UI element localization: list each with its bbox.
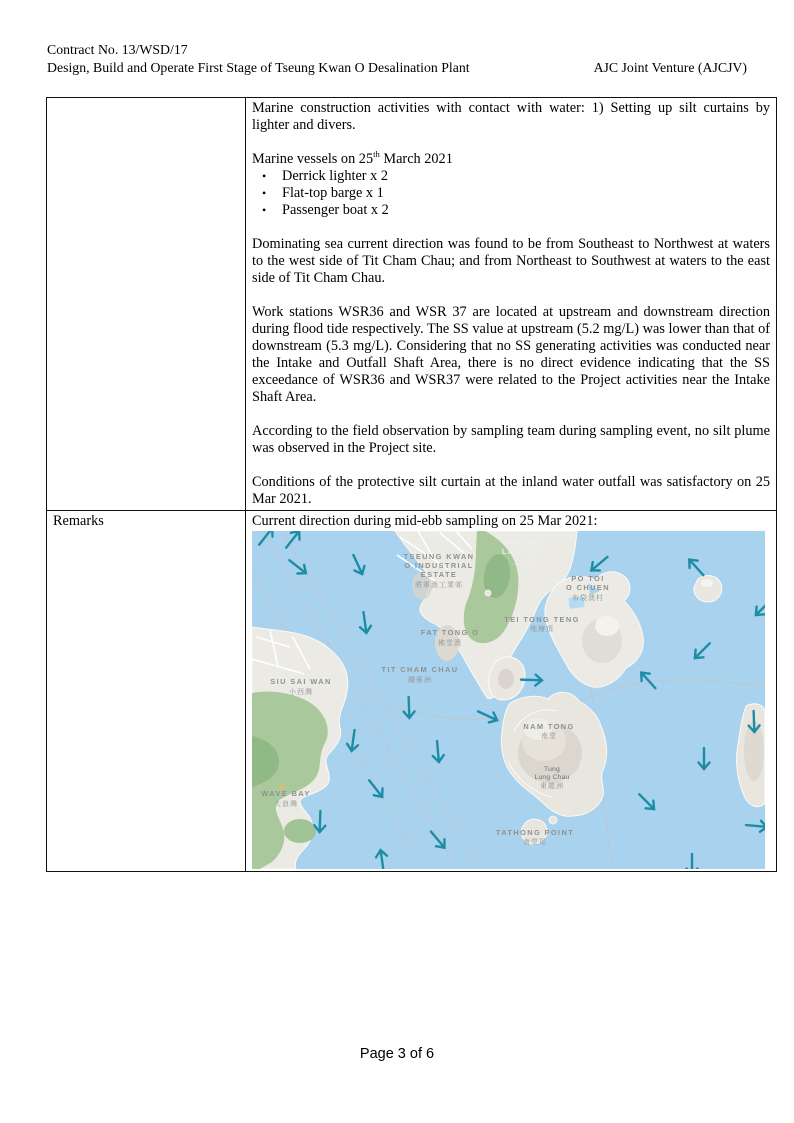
svg-text:上流灣: 上流灣 bbox=[512, 559, 536, 566]
paragraph-marine-construction: Marine construction activities with contact with water: 1) Setting up silt curtains by lighter and divers. bbox=[252, 100, 770, 133]
paragraph-field-observation: According to the field observation by sampling team during sampling event, no silt plume was observed in the Project site. bbox=[252, 423, 770, 456]
map-caption: Current direction during mid-ebb sampling on 25 Mar 2021: bbox=[252, 513, 598, 529]
bullet-icon: • bbox=[262, 169, 267, 183]
remarks-content-cell bbox=[246, 511, 777, 872]
svg-text:ESTATE: ESTATE bbox=[420, 570, 458, 579]
svg-text:大浪灣: 大浪灣 bbox=[274, 801, 298, 808]
bullet-icon: • bbox=[262, 203, 267, 217]
table-row bbox=[47, 511, 777, 872]
report-table bbox=[46, 97, 777, 872]
contract-number: Contract No. 13/WSD/17 bbox=[47, 42, 188, 57]
ordinal-superscript: th bbox=[373, 149, 380, 160]
svg-text:Tung: Tung bbox=[543, 766, 561, 773]
list-item: • Derrick lighter x 2 bbox=[262, 168, 388, 184]
svg-text:南堂尾: 南堂尾 bbox=[523, 839, 547, 846]
svg-text:小西灣: 小西灣 bbox=[289, 689, 313, 696]
current-direction-map bbox=[252, 531, 765, 869]
svg-text:佛堂澳: 佛堂澳 bbox=[438, 640, 462, 647]
list-item: • Flat-top barge x 1 bbox=[262, 185, 384, 201]
svg-text:南堂: 南堂 bbox=[541, 733, 557, 740]
svg-text:NAM TONG: NAM TONG bbox=[523, 722, 575, 731]
paragraph-sea-current: Dominating sea current direction was found to be from Southeast to Northwest at waters to the west side of Tit Cham Chau; and from Northeast to Southwest at waters to the east side of Tit Cham Chau. bbox=[252, 236, 770, 286]
page-header bbox=[47, 41, 747, 77]
svg-text:東龍洲: 東龍洲 bbox=[540, 783, 564, 790]
svg-text:LAU WAN: LAU WAN bbox=[501, 547, 547, 556]
paragraph-marine-vessels: Marine vessels on 25th March 2021 bbox=[252, 149, 453, 167]
bullet-icon: • bbox=[262, 186, 267, 200]
row1-label-cell bbox=[47, 98, 246, 511]
map-label-po-toi-o-chuen bbox=[566, 574, 610, 602]
svg-text:O INDUSTRIAL: O INDUSTRIAL bbox=[404, 561, 474, 570]
table-row bbox=[47, 98, 777, 511]
svg-text:布袋澳村: 布袋澳村 bbox=[572, 595, 604, 602]
svg-text:地塘頂: 地塘頂 bbox=[530, 626, 554, 633]
svg-text:Lung Chau: Lung Chau bbox=[534, 774, 570, 781]
svg-text:FAT TONG O: FAT TONG O bbox=[420, 628, 480, 637]
svg-text:TEI TONG TENG: TEI TONG TENG bbox=[504, 615, 580, 624]
svg-text:SHEUNG: SHEUNG bbox=[503, 538, 545, 547]
current-map bbox=[252, 531, 765, 869]
svg-text:鐵篸洲: 鐵篸洲 bbox=[408, 677, 432, 684]
paragraph-work-stations: Work stations WSR36 and WSR 37 are located at upstream and downstream direction during flood tide respectively. The SS value at upstream (5.2 mg/L) was lower than that of downstream (5.3 mg/L). Considering that no SS generating activities was conducted near the Intake and Outfall Shaft Area, there is no direct evidence indicating that the SS exceedance of WSR36 and WSR37 were related to the Project activities near the Intake Shaft Area. bbox=[252, 304, 770, 405]
svg-text:TIT CHAM CHAU: TIT CHAM CHAU bbox=[381, 665, 459, 674]
svg-text:WAVE BAY: WAVE BAY bbox=[261, 789, 311, 798]
remarks-label: Remarks bbox=[53, 513, 104, 529]
paragraph-silt-curtain-condition: Conditions of the protective silt curtain at the inland water outfall was satisfactory on 25 Mar 2021. bbox=[252, 474, 770, 507]
page-number: Page 3 of 6 bbox=[359, 1046, 435, 1062]
svg-text:SIU SAI WAN: SIU SAI WAN bbox=[270, 677, 332, 686]
project-title: Design, Build and Operate First Stage of Tseung Kwan O Desalination Plant bbox=[47, 60, 470, 75]
svg-text:TSEUNG KWAN: TSEUNG KWAN bbox=[403, 552, 475, 561]
remarks-label-cell bbox=[47, 511, 246, 872]
svg-text:O CHUEN: O CHUEN bbox=[566, 583, 610, 592]
organisation-name: AJC Joint Venture (AJCJV) bbox=[593, 60, 747, 75]
list-item: • Passenger boat x 2 bbox=[262, 202, 389, 218]
row1-content-cell bbox=[246, 98, 777, 511]
svg-text:將軍澳工業邨: 將軍澳工業邨 bbox=[415, 582, 463, 589]
vessel-list bbox=[252, 168, 770, 219]
svg-text:PO TOI: PO TOI bbox=[571, 574, 605, 583]
svg-text:TATHONG POINT: TATHONG POINT bbox=[495, 828, 575, 837]
